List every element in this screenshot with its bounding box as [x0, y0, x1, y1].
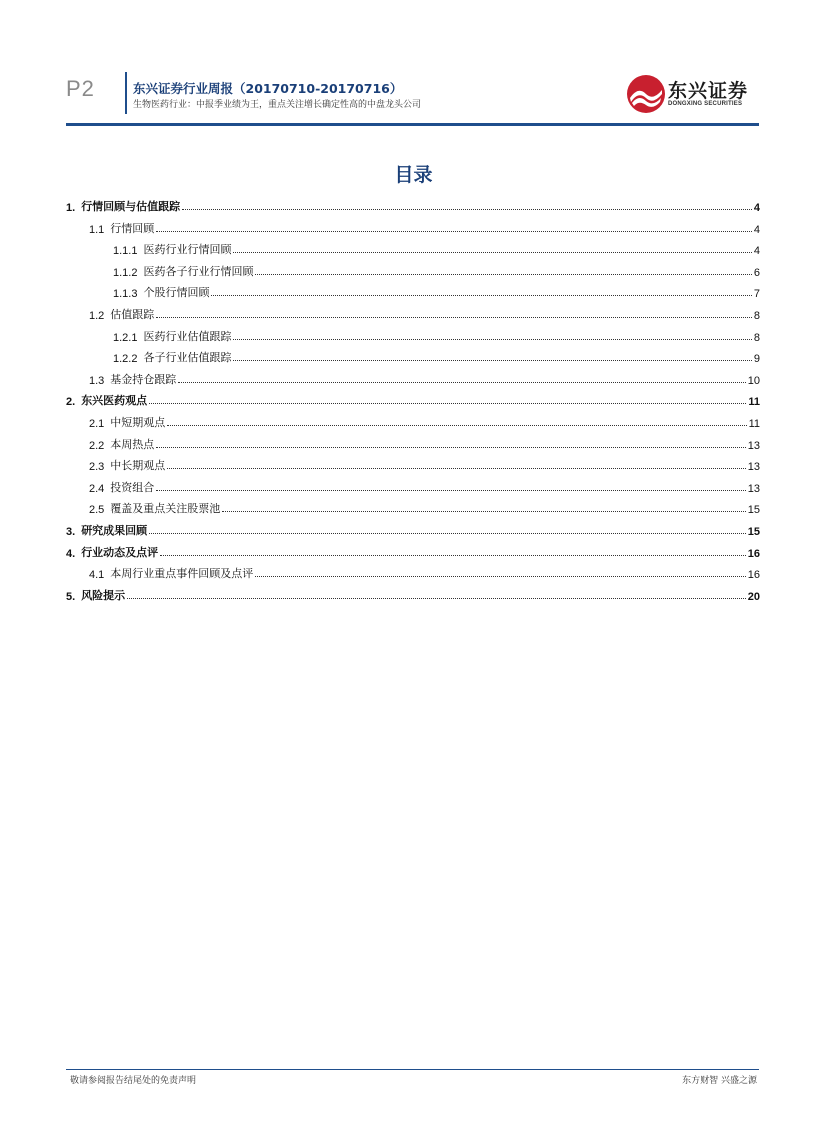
toc-entry[interactable]: [89, 498, 760, 516]
toc-entry-title: 医药行业估值跟踪: [143, 329, 232, 343]
toc-entry-page: 11: [748, 396, 760, 409]
toc-entry-title: 覆盖及重点关注股票池: [110, 502, 221, 516]
toc-entry[interactable]: [66, 585, 760, 603]
toc-leader-dots: [149, 533, 746, 534]
toc-entry-page: 10: [747, 374, 760, 387]
toc-entry-title: 中短期观点: [110, 416, 166, 429]
toc-entry-page: 8: [753, 310, 760, 322]
toc-entry-number: 4.1: [89, 569, 105, 582]
toc-entry[interactable]: [89, 455, 760, 473]
toc-leader-dots: [233, 360, 751, 361]
toc-entry-number: 2.: [66, 396, 76, 409]
toc-entry[interactable]: [66, 542, 760, 560]
header-rule: [66, 123, 759, 126]
toc-title: 目录: [394, 164, 433, 186]
page-number: P2: [66, 76, 95, 101]
footer-disclaimer: 敬请参阅报告结尾处的免责声明: [70, 1076, 197, 1086]
toc-entry[interactable]: [113, 261, 760, 279]
toc-entry-page: 13: [747, 482, 760, 495]
toc-entry[interactable]: [89, 304, 760, 322]
toc-entry-page: 15: [747, 504, 760, 517]
toc-leader-dots: [211, 295, 751, 296]
toc-leader-dots: [178, 382, 745, 383]
report-subtitle: 生物医药行业：中报季业绩为王，重点关注增长确定性高的中盘龙头公司: [133, 100, 422, 110]
toc-leader-dots: [255, 274, 751, 275]
toc-entry-number: 1.3: [89, 374, 105, 387]
toc-entry[interactable]: [66, 196, 760, 214]
toc-entry-number: 3.: [66, 526, 76, 538]
toc-entry[interactable]: [113, 326, 760, 344]
toc-entry-title: 本周热点: [110, 437, 155, 451]
toc-entry[interactable]: [89, 563, 760, 581]
toc-entry-number: 2.3: [89, 461, 105, 474]
toc-leader-dots: [127, 598, 746, 599]
toc-entry[interactable]: [113, 282, 760, 300]
footer-slogan: 东方财智 兴盛之源: [682, 1076, 757, 1086]
toc-entry[interactable]: [89, 477, 760, 495]
toc-entry-page: 4: [753, 245, 760, 258]
toc-entry-number: 1.1.1: [113, 245, 138, 258]
toc-leader-dots: [255, 576, 745, 577]
toc-entry-number: 5.: [66, 590, 76, 603]
toc-entry-title: 风险提示: [81, 588, 126, 602]
toc-entry-title: 个股行情回顾: [143, 286, 210, 300]
toc-leader-dots: [156, 447, 745, 448]
toc-entry[interactable]: [113, 239, 760, 257]
toc-entry-page: 16: [747, 569, 760, 582]
toc-entry-page: 13: [747, 439, 760, 452]
toc-entry-title: 中长期观点: [110, 459, 166, 473]
toc-entry-title: 本周行业重点事件回顾及点评: [110, 567, 254, 581]
toc-entry-number: 4.: [66, 547, 76, 560]
toc-entry-title: 行情回顾与估值跟踪: [81, 200, 181, 213]
toc-entry-number: 1.1.3: [113, 288, 138, 301]
toc-entry[interactable]: [113, 347, 760, 365]
toc-leader-dots: [167, 425, 746, 426]
toc-entry-page: 13: [747, 461, 760, 474]
toc-entry[interactable]: [66, 390, 760, 408]
toc-entry-page: 6: [753, 266, 760, 279]
toc-entry-number: 1.: [66, 202, 76, 214]
footer-rule: [66, 1069, 759, 1070]
toc-entry-title: 东兴医药观点: [81, 394, 148, 408]
toc-entry-number: 2.1: [89, 418, 105, 430]
toc-entry[interactable]: [89, 218, 760, 236]
toc-entry-title: 行业动态及点评: [81, 545, 159, 559]
toc-leader-dots: [156, 231, 752, 232]
report-title: 东兴证券行业周报（20170710-20170716）: [133, 81, 403, 96]
toc-leader-dots: [167, 468, 745, 469]
toc-entry-title: 投资组合: [110, 480, 155, 494]
toc-leader-dots: [156, 490, 745, 491]
toc-leader-dots: [222, 511, 745, 512]
header-divider: [125, 72, 127, 114]
toc-entry-page: 7: [753, 288, 760, 301]
toc-leader-dots: [233, 252, 751, 253]
toc-entry-number: 1.2: [89, 310, 105, 322]
toc-entry[interactable]: [89, 434, 760, 452]
toc-entry-page: 8: [753, 331, 760, 344]
toc-entry[interactable]: [89, 412, 760, 430]
toc-entry-page: 20: [747, 590, 760, 603]
toc-entry-title: 医药各子行业行情回顾: [143, 264, 254, 278]
toc-entry-title: 研究成果回顾: [81, 524, 148, 537]
toc-entry-title: 各子行业估值跟踪: [143, 351, 232, 365]
logo-subtext: DONGXING SECURITIES: [668, 101, 743, 107]
toc-entry-number: 1.2.1: [113, 331, 138, 344]
toc-leader-dots: [156, 317, 752, 318]
logo-text: 东兴证券: [668, 80, 749, 102]
toc-leader-dots: [233, 339, 751, 340]
toc-entry-page: 15: [747, 526, 760, 538]
toc-entry[interactable]: [66, 520, 760, 538]
toc-entry-page: 4: [753, 202, 760, 214]
toc-entry-page: 16: [747, 547, 760, 560]
toc-entry-number: 1.2.2: [113, 353, 138, 366]
toc-leader-dots: [149, 403, 746, 404]
toc-entry-title: 行情回顾: [110, 221, 155, 235]
toc-leader-dots: [160, 555, 746, 556]
toc-leader-dots: [182, 209, 752, 210]
toc-entry[interactable]: [89, 369, 760, 387]
toc-entry-number: 2.2: [89, 439, 105, 452]
toc-entry-page: 11: [748, 418, 760, 430]
toc-entry-page: 4: [753, 223, 760, 236]
toc-entry-title: 基金持仓跟踪: [110, 372, 177, 386]
toc-entry-number: 1.1: [89, 223, 105, 236]
toc-entry-title: 估值跟踪: [110, 308, 155, 321]
toc-entry-number: 2.4: [89, 482, 105, 495]
toc-entry-number: 2.5: [89, 504, 105, 517]
toc-entry-number: 1.1.2: [113, 266, 138, 279]
toc-entry-title: 医药行业行情回顾: [143, 243, 232, 257]
toc-entry-page: 9: [753, 353, 760, 366]
